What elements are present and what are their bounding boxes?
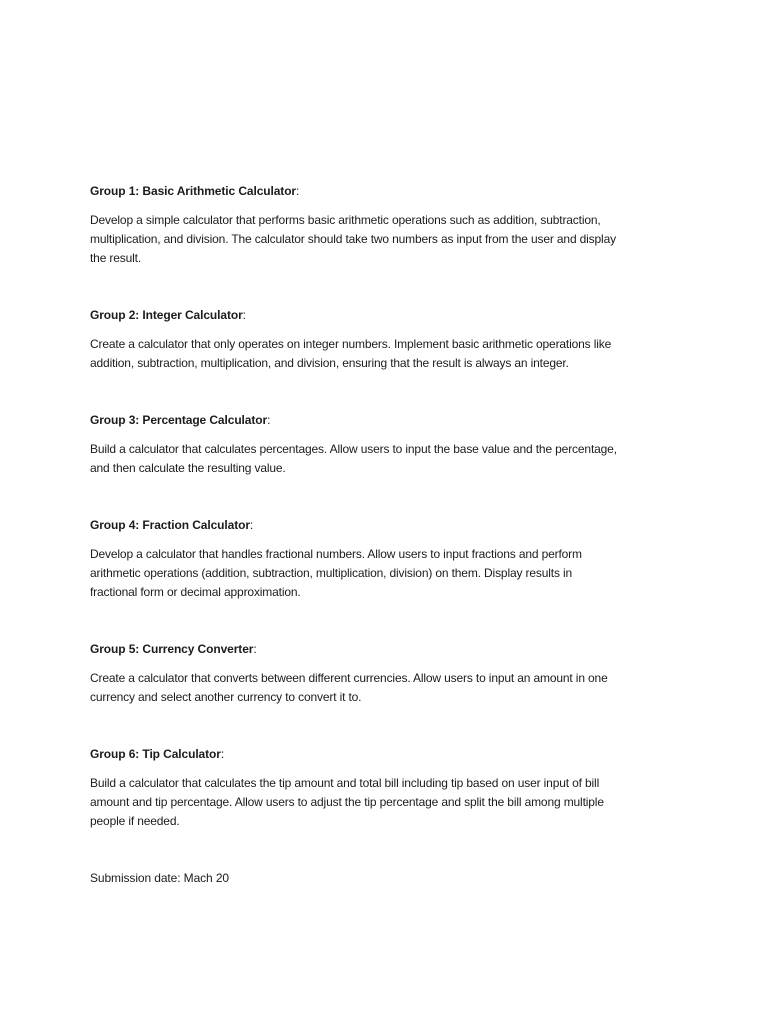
section-group-5 bbox=[90, 640, 680, 707]
section-title: Group 2: Integer Calculator bbox=[90, 308, 243, 322]
section-description bbox=[90, 211, 680, 268]
section-description bbox=[90, 545, 680, 602]
description-line: arithmetic operations (addition, subtraction, multiplication, division) on them. Display results in bbox=[90, 566, 573, 580]
heading-colon: : bbox=[249, 518, 254, 532]
section-group-6 bbox=[90, 745, 680, 831]
section-spacer bbox=[90, 707, 680, 745]
description-line: Develop a simple calculator that performs basic arithmetic operations such as addition, subtraction, bbox=[90, 213, 601, 227]
description-line: people if needed. bbox=[90, 814, 180, 828]
section-spacer bbox=[90, 268, 680, 306]
heading-colon: : bbox=[220, 747, 225, 761]
section-description bbox=[90, 669, 680, 707]
document-page bbox=[90, 182, 680, 888]
section-spacer bbox=[90, 478, 680, 516]
section-description bbox=[90, 440, 680, 478]
section-title: Group 6: Tip Calculator bbox=[90, 747, 221, 761]
section-spacer bbox=[90, 602, 680, 640]
description-line: Build a calculator that calculates the tip amount and total bill including tip based on user input of bill bbox=[90, 776, 600, 790]
section-heading bbox=[90, 182, 680, 201]
description-line: fractional form or decimal approximation. bbox=[90, 585, 301, 599]
section-title: Group 3: Percentage Calculator bbox=[90, 413, 268, 427]
section-group-4 bbox=[90, 516, 680, 602]
heading-colon: : bbox=[296, 184, 300, 198]
description-line: Create a calculator that only operates on integer numbers. Implement basic arithmetic operations like bbox=[90, 337, 612, 351]
section-spacer bbox=[90, 831, 680, 869]
section-description bbox=[90, 335, 680, 373]
heading-colon: : bbox=[267, 413, 271, 427]
section-title: Group 4: Fraction Calculator bbox=[90, 518, 250, 532]
section-group-3 bbox=[90, 411, 680, 478]
section-heading bbox=[90, 516, 680, 535]
section-description bbox=[90, 774, 680, 831]
section-title: Group 1: Basic Arithmetic Calculator bbox=[90, 184, 297, 198]
description-line: addition, subtraction, multiplication, and division, ensuring that the result is always an integer. bbox=[90, 356, 569, 370]
section-group-2 bbox=[90, 306, 680, 373]
section-title: Group 5: Currency Converter bbox=[90, 642, 254, 656]
section-heading bbox=[90, 745, 680, 764]
description-line: multiplication, and division. The calculator should take two numbers as input from the user and display bbox=[90, 232, 616, 246]
section-spacer bbox=[90, 373, 680, 411]
description-line: and then calculate the resulting value. bbox=[90, 461, 286, 475]
description-line: amount and tip percentage. Allow users to adjust the tip percentage and split the bill among multiple bbox=[90, 795, 604, 809]
heading-colon: : bbox=[242, 308, 246, 322]
description-line: Develop a calculator that handles fractional numbers. Allow users to input fractions and perform bbox=[90, 547, 582, 561]
description-line: Build a calculator that calculates percentages. Allow users to input the base value and the percentage, bbox=[90, 442, 617, 456]
section-heading bbox=[90, 640, 680, 659]
section-heading bbox=[90, 306, 680, 325]
submission-date: Submission date: Mach 20 bbox=[90, 871, 230, 885]
description-line: the result. bbox=[90, 251, 142, 265]
section-heading bbox=[90, 411, 680, 430]
description-line: Create a calculator that converts between different currencies. Allow users to input an amount in one bbox=[90, 671, 608, 685]
description-line: currency and select another currency to convert it to. bbox=[90, 690, 362, 704]
heading-colon: : bbox=[253, 642, 257, 656]
section-group-1 bbox=[90, 182, 680, 268]
